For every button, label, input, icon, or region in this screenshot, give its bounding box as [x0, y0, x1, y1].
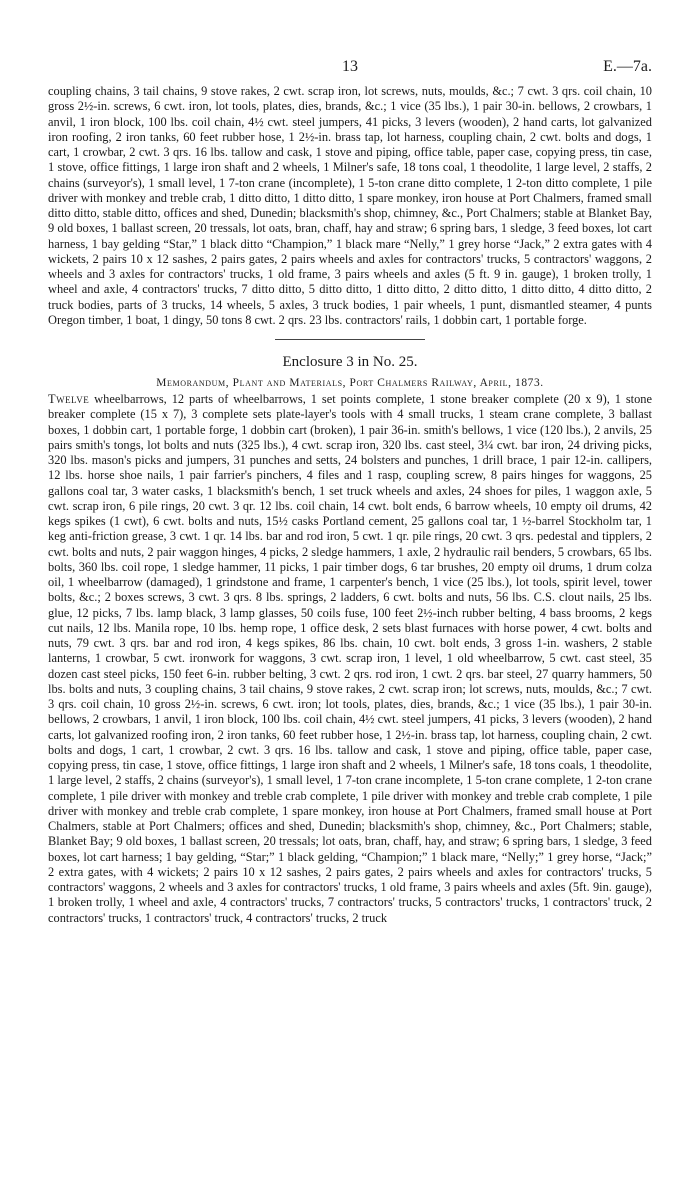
lead-word: Twelve [48, 392, 90, 406]
document-page [48, 58, 652, 926]
memorandum-subheading: Memorandum, Plant and Materials, Port Chalmers Railway, April, 1873. [156, 377, 544, 389]
page-header [48, 58, 652, 84]
page-number: 13 [342, 58, 358, 75]
enclosure-heading: Enclosure 3 in No. 25. [282, 354, 418, 370]
section-divider [275, 339, 425, 340]
document-reference: E.—7a. [603, 58, 652, 75]
continued-paragraph: coupling chains, 3 tail chains, 9 stove rakes, 2 cwt. scrap iron, lot screws, nuts, moulds, &c.; 7 cwt. 3 qrs. coil chain, 10 gross 2½-in. screws, 6 cwt. iron, lot tools, plates, dies, brands, &c.; 1 vice (35 lbs.), 1 pair 30-in. bellows, 2 crowbars, 1 anvil, 1 iron block, 100 lbs. coil chain, 4½ cwt. steel jumpers, 41 picks, 3 levers (wooden), 2 hand carts, lot galvanized iron roofing, 2 iron tanks, 60 feet rubber hose, 1 2½-in. brass tap, lot harness, coupling chain, 2 cwt. bolts and dogs, 1 cart, 1 crowbar, 2 cwt. 3 qrs. 16 lbs. tallow and cask, 1 stove and piping, office table, paper case, copying press, tin case, 1 stove, office fittings, 1 large iron shaft and 2 wheels, 1 Milner's safe, 18 tons coal, 1 theodolite, 1 large level, 2 staffs, 2 chains (surveyor's), 1 small level, 1 7-ton crane (incomplete), 1 5-ton crane ditto complete, 1 2-ton ditto complete, 1 pile driver with monkey and treble crab, 1 ditto ditto, 1 ditto ditto, 1 spare monkey, iron house at Port Chalmers, framed small ditto ditto, stable ditto, offices and shed, Dunedin; blacksmith's shop, chimney, &c., Port Chalmers; stable at Blanket Bay, 9 old boxes, 1 ballast screen, 20 tressals, lot oats, bran, chaff, hay and straw; 6 spring bars, 1 sledge, 3 feed boxes, lot cart harness, 1 bay gelding “Star,” 1 black ditto “Champion,” 1 black mare “Nelly,” 1 grey horse “Jack,” 2 extra gates with 4 wickets, 2 pairs 10 x 12 sashes, 2 pairs gates, 2 pairs wheels and axles for contractors' trucks, 5 contractors' waggons, 2 wheels and 3 axles for contractors' trucks, 1 old frame, 3 pairs wheels and axles (5 ft. 9 in. gauge), 1 broken trolly, 1 wheel and axle, 4 contractors' trucks, 7 ditto ditto, 5 ditto ditto, 1 ditto ditto, 2 ditto ditto, 1 ditto ditto, 4 ditto ditto, 2 truck bodies, parts of 3 trucks, 14 wheels, 5 axles, 3 truck bodies, 1 pair wheels, 1 punt, dismantled steamer, 4 punts Oregon timber, 1 boat, 1 dingy, 50 tons 8 cwt. 2 qrs. 23 lbs. contractors' rails, 1 dobbin cart, 1 portable forge. [48, 84, 652, 327]
enclosure-paragraph [48, 392, 652, 926]
enclosure-paragraph-text: wheelbarrows, 12 parts of wheelbarrows, 1 set points complete, 1 stone breaker complete (20 x 9), 1 stone breaker complete (15 x 7), 3 complete sets plate-layer's tools with 4 small trucks, 1 steam crane complete, 3 ballast boxes, 1 dobbin cart, 1 portable forge, 1 dobbin cart (broken), 1 pair 36-in. smith's bellows, 1 vice (120 lbs.), 2 anvils, 25 pairs smith's tongs, lot bolts and nuts (325 lbs.), 4 cwt. scrap iron, 320 lbs. cast steel, 3¼ cwt. bar iron, 24 driving picks, 320 lbs. mason's picks and jumpers, 31 punches and setts, 24 bolsters and punches, 1 drill brace, 1 pair 12-in. callipers, 12 lbs. horse shoe nails, 1 pair farrier's pinchers, 4 files and 1 rasp, coupling screw, 8 pairs hinges for waggons, 25 gallons coal tar, 3 water casks, 1 blacksmith's bench, 1 set truck wheels and axles, 24 shoes for piles, 1 waggon axle, 5 cwt. scrap iron, 6 pile rings, 20 cwt. 3 qr. 12 lbs. coil chain, 14 cwt. bolt ends, 6 barrow wheels, 10 empty oil drums, 42 kegs spikes (1 cwt), 6 cwt. bolts and nuts, 15½ casks Portland cement, 25 gallons coal tar, 1 ½-barrel Stockholm tar, 1 keg anti-friction grease, 3 cwt. 1 qr. 14 lbs. bar and rod iron, 5 cwt. 1 qr. pile rings, 20 cwt. 3 qrs. pedestal and tipplers, 2 cwt. bolts and nuts, 2 pair waggon hinges, 4 picks, 2 sledge hammers, 1 axle, 2 hydraulic rail benders, 5 crowbars, 65 lbs. bolts, 360 lbs. coil rope, 1 sledge hammer, 11 picks, 1 pair timber dogs, 6 tar brushes, 20 empty oil drums, 1 drum colza oil, 1 wheelbarrow (damaged), 1 grindstone and frame, 1 carpenter's bench, 1 vice (25 lbs.), lot tools, spirit level, tower bolts, &c.; 2 boxes screws, 3 cwt. 3 qrs. 8 lbs. springs, 2 ladders, 6 cwt. bolts and nuts, 56 lbs. C.S. clout nails, 25 lbs. glue, 12 picks, 7 lbs. lamp black, 3 lamp glasses, 50 coils fuse, 100 feet 2½-inch rubber belting, 4 bass brooms, 2 kegs cut nails, 12 lbs. Manila rope, 10 lbs. hemp rope, 1 office desk, 2 sets blast furnaces with horse power, 4 cwt. bolts and nuts, 79 cwt. 3 qrs. bar and rod iron, 4 kegs spikes, 86 lbs. chain, 10 cwt. bolt ends, 3 gross 1-in. washers, 2 stable lanterns, 1 crowbar, 5 cwt. ironwork for waggons, 3 cwt. scrap iron, 1 level, 1 old wheelbarrow, 5 cwt. cast steel, 35 dozen cast steel picks, 150 feet 6-in. rubber belting, 3 cwt. 2 qrs. rod iron, 1 cwt. 2 qrs. bar steel, 27 quarry hammers, 50 lbs. bolts and nuts, 3 coupling chains, 3 tail chains, 9 stove rakes, 2 cwt. scrap iron; lot screws, nuts, moulds, &c.; 7 cwt. 3 qrs. coil chain, 10 gross 2½-in. screws, 6 cwt. iron; lot tools, plates, dies, brands, &c.; 1 vice (35 lbs.), 1 pair 30-in. bellows, 2 crowbars, 1 anvil, 1 iron block, 100 lbs. coil chain, 4½ cwt. steel jumpers, 41 picks, 3 levers (wooden), 2 hand carts, lot galvanized roofing iron, 2 iron tanks, 60 feet rubber hose, 1 2½-in. brass tap, lot harness, coupling chain, 2 cwt. bolts and dogs, 1 cart, 1 crowbar, 2 cwt. 3 qrs. 16 lbs. tallow and cask, 1 stove and piping, office table, paper case, copying press, tin case, 1 stove, office fittings, 1 large iron shaft and 2 wheels, 1 Milner's safe, 18 tons coals, 1 theodolite, 1 large level, 2 staffs, 2 chains (surveyor's), 1 small level, 1 7-ton crane incomplete, 1 5-ton crane complete, 1 2-ton crane complete, 1 pile driver with monkey and treble crab complete, 1 pile driver with monkey and treble crab complete, 1 pile driver with monkey and treble crab complete, 1 spare monkey, iron house at Port Chalmers, framed small house at Port Chalmers, stable at Port Chalmers; offices and shed, Dunedin; blacksmith's shop, chimney, &c., Port Chalmers; stable, Blanket Bay; 9 old boxes, 1 ballast screen, 20 tressals; lot oats, bran, chaff, hay, and straw; 6 spring bars, 1 sledge, 3 feed boxes, lot cart harness; 1 bay gelding, “Star;” 1 black gelding, “Champion;” 1 black mare, “Nelly;” 1 grey horse, “Jack;” 2 extra gates, with 4 wickets; 2 pairs 10 x 12 sashes, 2 pairs gates, 2 pairs wheels and axles for contractors' trucks, 5 contractors' waggons, 2 wheels and 3 axles for contractors' trucks, 1 old frame, 3 pairs wheels and axles (5ft. 9in. gauge), 1 broken trolly, 1 wheel and axle, 4 contractors' trucks, 7 contractors' trucks, 5 contractors' trucks, 1 contractors' truck, 2 contractors' trucks, 1 contractors' truck, 4 contractors' trucks, 2 truck [48, 392, 653, 925]
